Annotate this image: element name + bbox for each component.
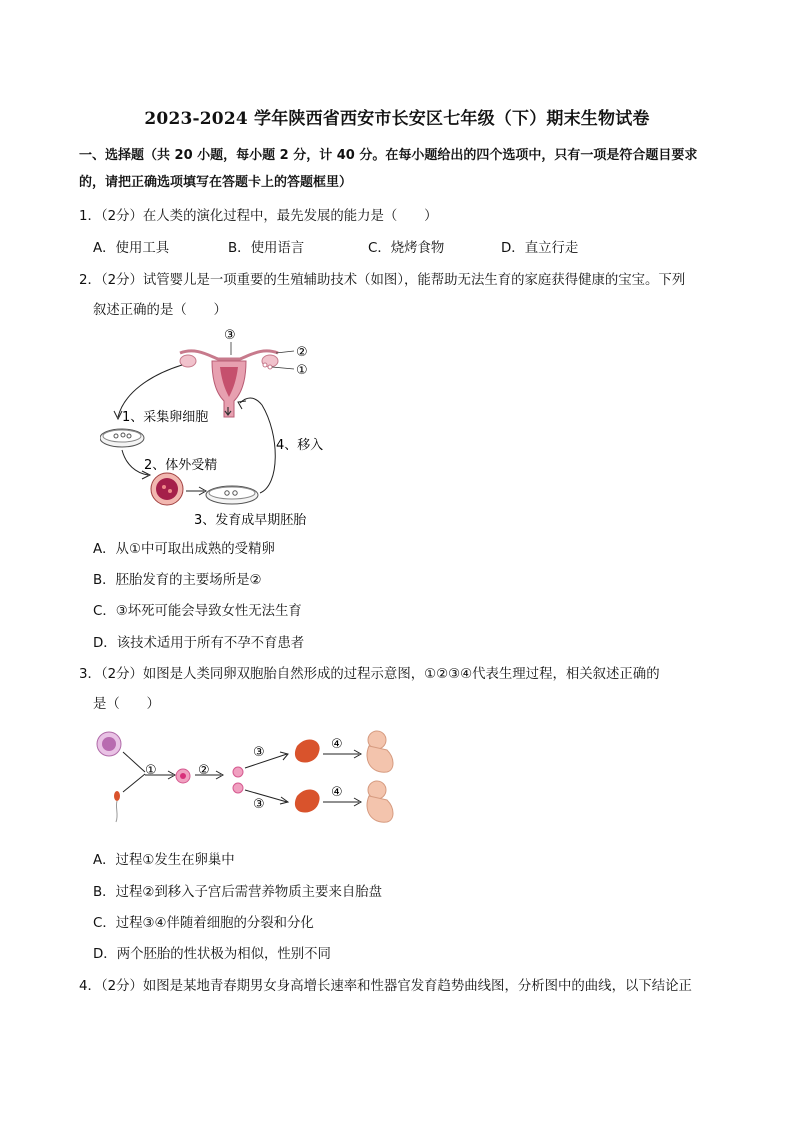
question-2-stem-line1: 2．（2分）试管婴儿是一项重要的生殖辅助技术（如图），能帮助无法生育的家庭获得健康的宝宝。下列: [79, 273, 686, 288]
q1-option-d: D．直立行走: [501, 241, 579, 256]
ivf-label-1: ①: [296, 363, 308, 378]
twin-process-1: ①: [145, 763, 157, 778]
q3-option-d: D．两个胚胎的性状极为相似，性别不同: [93, 947, 331, 962]
twin-process-4-upper: ④: [331, 737, 343, 752]
ivf-step-2: 2、体外受精: [144, 458, 218, 473]
ivf-step-4: 4、移入: [276, 438, 324, 453]
ivf-step-1: 1、采集卵细胞: [122, 410, 209, 425]
ivf-diagram: [100, 325, 360, 535]
ivf-step-3: 3、发育成早期胚胎: [194, 513, 307, 528]
twin-process-2: ②: [198, 763, 210, 778]
twin-process-4-lower: ④: [331, 785, 343, 800]
fetus-upper: [367, 731, 393, 772]
q3-option-c: C．过程③④伴随着细胞的分裂和分化: [93, 916, 314, 931]
page-title: 2023-2024 学年陕西省西安市长安区七年级（下）期末生物试卷: [144, 109, 650, 129]
section-line-1: 一、选择题（共 20 小题，每小题 2 分，计 40 分。在每小题给出的四个选项中，只有一项是符合题目要求: [79, 148, 698, 163]
ivf-label-2: ②: [296, 345, 308, 360]
q3-option-b: B．过程②到移入子宫后需营养物质主要来自胎盘: [93, 885, 383, 900]
q3-option-a: A．过程①发生在卵巢中: [93, 853, 235, 868]
section-line-2: 的，请把正确选项填写在答题卡上的答题框里）: [79, 175, 353, 190]
twin-process-3-upper: ③: [253, 745, 265, 760]
q1-option-c: C．烧烤食物: [368, 241, 445, 256]
ivf-label-3: ③: [224, 328, 236, 343]
q2-option-a: A．从①中可取出成熟的受精卵: [93, 542, 275, 557]
q2-option-c: C．③坏死可能会导致女性无法生育: [93, 604, 302, 619]
question-1-stem: 1．（2分）在人类的演化过程中，最先发展的能力是（ ）: [79, 209, 438, 224]
section-instructions: [79, 142, 724, 196]
question-4-stem-line1: 4．（2分）如图是某地青春期男女身高增长速率和性器官发育趋势曲线图，分析图中的曲线，以下结论正: [79, 979, 692, 994]
q2-option-d: D．该技术适用于所有不孕不育患者: [93, 636, 305, 651]
question-2-stem-line2: 叙述正确的是（ ）: [93, 303, 227, 318]
q2-option-b: B．胚胎发育的主要场所是②: [93, 573, 262, 588]
q1-option-b: B．使用语言: [228, 241, 305, 256]
twin-diagram: [95, 730, 415, 840]
question-3-stem-line1: 3．（2分）如图是人类同卵双胞胎自然形成的过程示意图，①②③④代表生理过程，相关叙述正确的: [79, 667, 660, 682]
twin-process-3-lower: ③: [253, 797, 265, 812]
q1-option-a: A．使用工具: [93, 241, 170, 256]
fetus-lower: [367, 781, 393, 822]
question-3-stem-line2: 是（ ）: [93, 697, 160, 712]
